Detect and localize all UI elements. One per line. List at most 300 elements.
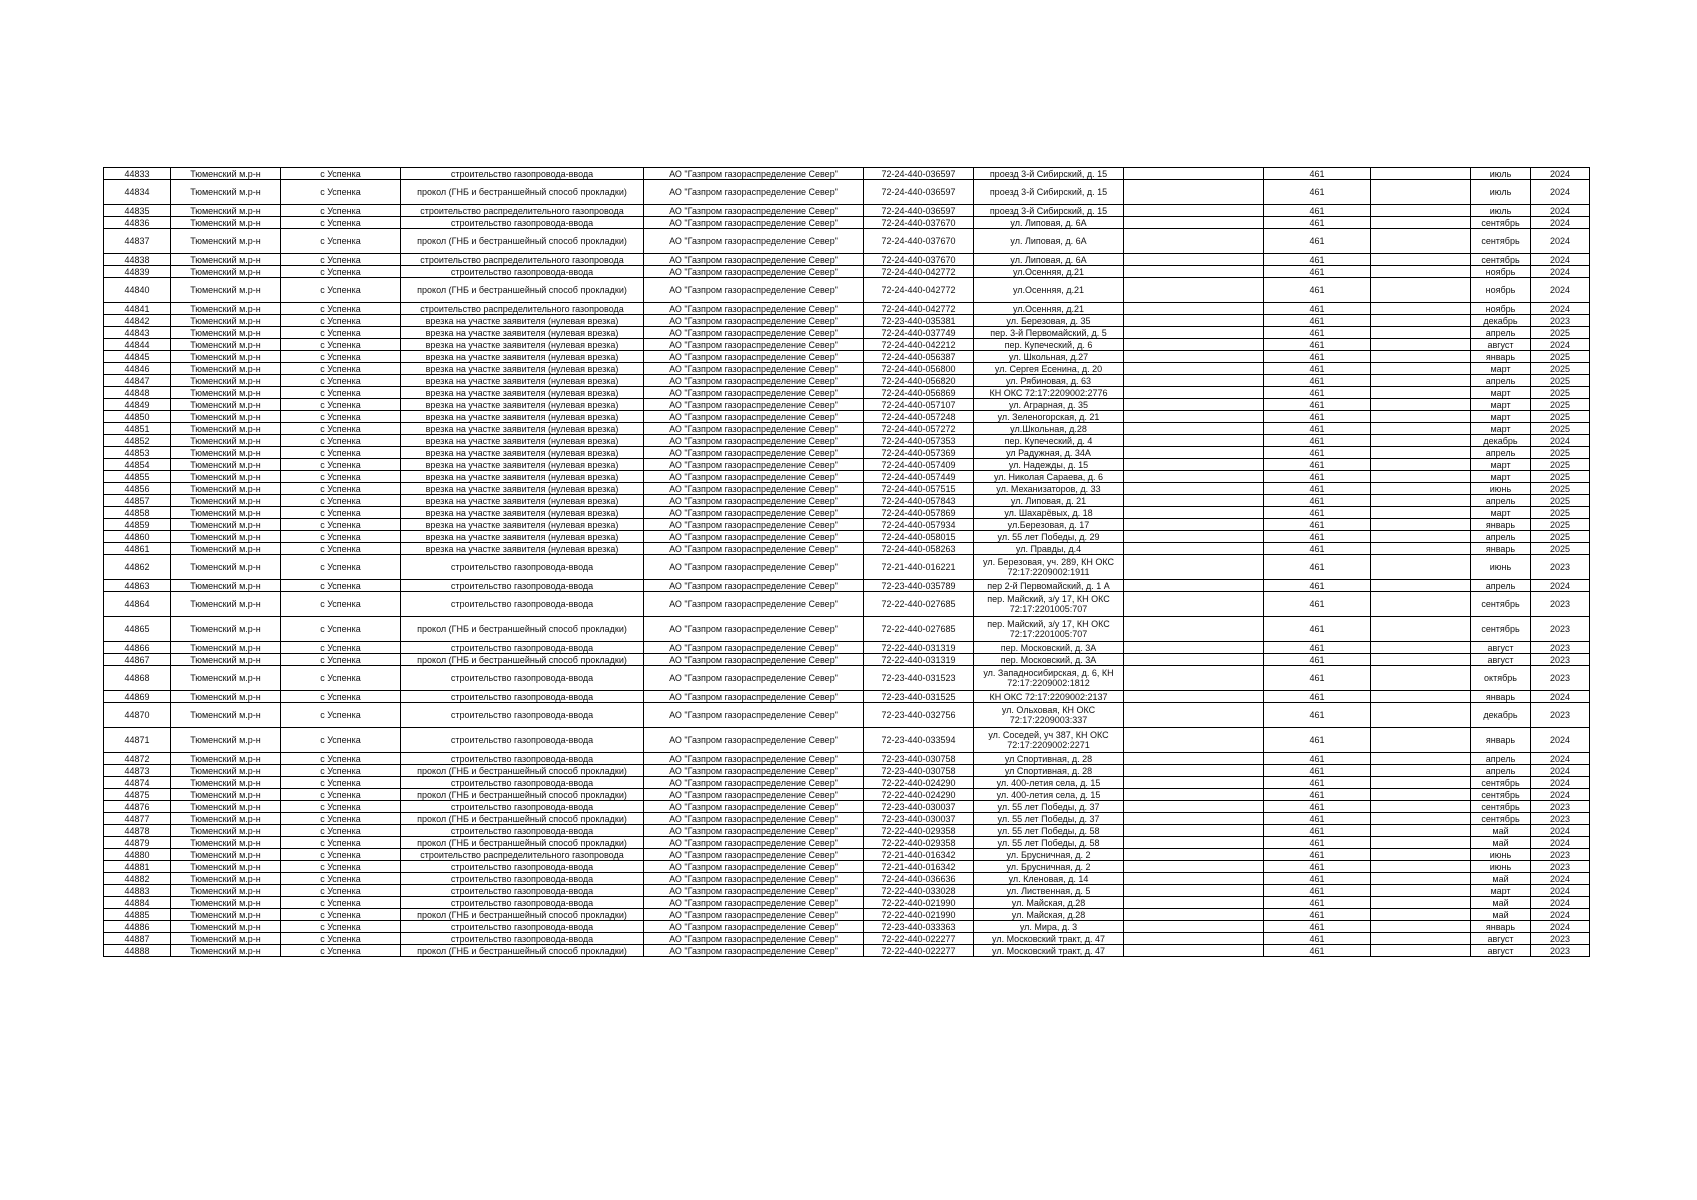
cell-district: Тюменский м.р-н	[171, 703, 281, 728]
cell-org: АО "Газпром газораспределение Север"	[644, 168, 864, 180]
cell-month: май	[1471, 825, 1531, 837]
cell-settlement: с Успенка	[281, 483, 401, 495]
cell-district: Тюменский м.р-н	[171, 813, 281, 825]
cell-note2	[1371, 531, 1471, 543]
cell-month: август	[1471, 945, 1531, 957]
cell-year: 2023	[1531, 666, 1590, 691]
cell-work: строительство газопровода-ввода	[401, 777, 644, 789]
cell-settlement: с Успенка	[281, 519, 401, 531]
cell-request: 72-23-440-035789	[864, 580, 974, 592]
cell-id: 44887	[104, 933, 171, 945]
cell-month: март	[1471, 423, 1531, 435]
cell-id: 44839	[104, 266, 171, 278]
table-row	[104, 885, 1590, 897]
cell-id: 44870	[104, 703, 171, 728]
cell-district: Тюменский м.р-н	[171, 459, 281, 471]
cell-district: Тюменский м.р-н	[171, 909, 281, 921]
cell-note2	[1371, 666, 1471, 691]
cell-code: 461	[1264, 254, 1371, 266]
cell-note	[1124, 339, 1264, 351]
cell-note2	[1371, 933, 1471, 945]
cell-address: ул. Аграрная, д. 35	[974, 399, 1124, 411]
cell-month: май	[1471, 873, 1531, 885]
table-row	[104, 777, 1590, 789]
cell-code: 461	[1264, 933, 1371, 945]
cell-work: строительство газопровода-ввода	[401, 801, 644, 813]
table-row	[104, 229, 1590, 254]
cell-code: 461	[1264, 666, 1371, 691]
cell-month: январь	[1471, 543, 1531, 555]
cell-note2	[1371, 363, 1471, 375]
cell-settlement: с Успенка	[281, 423, 401, 435]
cell-request: 72-22-440-029358	[864, 825, 974, 837]
cell-district: Тюменский м.р-н	[171, 254, 281, 266]
cell-work: врезка на участке заявителя (нулевая врезка)	[401, 315, 644, 327]
table-row	[104, 399, 1590, 411]
cell-id: 44868	[104, 666, 171, 691]
cell-month: март	[1471, 387, 1531, 399]
cell-note2	[1371, 753, 1471, 765]
cell-org: АО "Газпром газораспределение Север"	[644, 411, 864, 423]
cell-code: 461	[1264, 180, 1371, 205]
cell-id: 44862	[104, 555, 171, 580]
cell-year: 2025	[1531, 375, 1590, 387]
cell-id: 44877	[104, 813, 171, 825]
cell-month: март	[1471, 507, 1531, 519]
cell-month: март	[1471, 885, 1531, 897]
cell-settlement: с Успенка	[281, 303, 401, 315]
cell-address: проезд 3-й Сибирский, д. 15	[974, 205, 1124, 217]
cell-org: АО "Газпром газораспределение Север"	[644, 375, 864, 387]
cell-work: строительство газопровода-ввода	[401, 703, 644, 728]
cell-address: ул. Шахарёвых, д. 18	[974, 507, 1124, 519]
cell-code: 461	[1264, 339, 1371, 351]
cell-note	[1124, 519, 1264, 531]
cell-district: Тюменский м.р-н	[171, 495, 281, 507]
cell-work: строительство газопровода-ввода	[401, 642, 644, 654]
cell-org: АО "Газпром газораспределение Север"	[644, 495, 864, 507]
cell-address: пер 2-й Первомайский, д. 1 А	[974, 580, 1124, 592]
cell-district: Тюменский м.р-н	[171, 507, 281, 519]
cell-code: 461	[1264, 217, 1371, 229]
cell-work: строительство газопровода-ввода	[401, 555, 644, 580]
cell-settlement: с Успенка	[281, 266, 401, 278]
cell-note2	[1371, 837, 1471, 849]
cell-year: 2023	[1531, 945, 1590, 957]
table-row	[104, 813, 1590, 825]
cell-address: ул. Механизаторов, д. 33	[974, 483, 1124, 495]
cell-month: июнь	[1471, 849, 1531, 861]
cell-month: январь	[1471, 921, 1531, 933]
cell-org: АО "Газпром газораспределение Север"	[644, 921, 864, 933]
cell-request: 72-22-440-022277	[864, 933, 974, 945]
cell-code: 461	[1264, 728, 1371, 753]
cell-address: ул. 400-летия села, д. 15	[974, 777, 1124, 789]
cell-request: 72-22-440-031319	[864, 654, 974, 666]
cell-address: ул Спортивная, д. 28	[974, 765, 1124, 777]
cell-id: 44838	[104, 254, 171, 266]
cell-org: АО "Газпром газораспределение Север"	[644, 753, 864, 765]
cell-request: 72-24-440-058015	[864, 531, 974, 543]
cell-id: 44871	[104, 728, 171, 753]
cell-code: 461	[1264, 813, 1371, 825]
cell-note2	[1371, 483, 1471, 495]
cell-district: Тюменский м.р-н	[171, 327, 281, 339]
cell-note	[1124, 777, 1264, 789]
cell-settlement: с Успенка	[281, 909, 401, 921]
cell-request: 72-24-440-056387	[864, 351, 974, 363]
cell-note	[1124, 580, 1264, 592]
cell-month: август	[1471, 654, 1531, 666]
cell-note	[1124, 703, 1264, 728]
cell-work: прокол (ГНБ и бестраншейный способ прокладки)	[401, 909, 644, 921]
cell-address: ул. Московский тракт, д. 47	[974, 933, 1124, 945]
cell-org: АО "Газпром газораспределение Север"	[644, 861, 864, 873]
cell-month: август	[1471, 642, 1531, 654]
cell-request: 72-21-440-016221	[864, 555, 974, 580]
cell-address: ул. 55 лет Победы, д. 37	[974, 801, 1124, 813]
cell-settlement: с Успенка	[281, 217, 401, 229]
cell-request: 72-22-440-021990	[864, 897, 974, 909]
cell-address: ул. Ольховая, КН ОКС 72:17:2209003:337	[974, 703, 1124, 728]
cell-request: 72-21-440-016342	[864, 849, 974, 861]
cell-settlement: с Успенка	[281, 849, 401, 861]
cell-note	[1124, 351, 1264, 363]
cell-settlement: с Успенка	[281, 861, 401, 873]
cell-id: 44881	[104, 861, 171, 873]
cell-note2	[1371, 229, 1471, 254]
cell-request: 72-22-440-031319	[864, 642, 974, 654]
cell-org: АО "Газпром газораспределение Север"	[644, 327, 864, 339]
cell-settlement: с Успенка	[281, 592, 401, 617]
cell-note2	[1371, 592, 1471, 617]
table-row	[104, 873, 1590, 885]
cell-note	[1124, 921, 1264, 933]
table-row	[104, 897, 1590, 909]
cell-code: 461	[1264, 266, 1371, 278]
cell-year: 2024	[1531, 837, 1590, 849]
cell-request: 72-24-440-042212	[864, 339, 974, 351]
cell-address: ул. Сергея Есенина, д. 20	[974, 363, 1124, 375]
cell-address: ул. Брусничная, д. 2	[974, 861, 1124, 873]
cell-year: 2023	[1531, 592, 1590, 617]
cell-district: Тюменский м.р-н	[171, 339, 281, 351]
cell-note	[1124, 728, 1264, 753]
cell-district: Тюменский м.р-н	[171, 303, 281, 315]
cell-address: ул. Лиственная, д. 5	[974, 885, 1124, 897]
cell-request: 72-24-440-057369	[864, 447, 974, 459]
cell-note2	[1371, 375, 1471, 387]
cell-id: 44858	[104, 507, 171, 519]
cell-settlement: с Успенка	[281, 617, 401, 642]
cell-note	[1124, 423, 1264, 435]
cell-address: ул. Соседей, уч 387, КН ОКС 72:17:2209002:2271	[974, 728, 1124, 753]
cell-request: 72-24-440-036636	[864, 873, 974, 885]
cell-year: 2023	[1531, 933, 1590, 945]
cell-code: 461	[1264, 168, 1371, 180]
table-row	[104, 507, 1590, 519]
cell-settlement: с Успенка	[281, 825, 401, 837]
cell-code: 461	[1264, 303, 1371, 315]
cell-district: Тюменский м.р-н	[171, 483, 281, 495]
cell-id: 44884	[104, 897, 171, 909]
cell-address: ул. Майская, д.28	[974, 897, 1124, 909]
cell-settlement: с Успенка	[281, 495, 401, 507]
cell-note2	[1371, 459, 1471, 471]
cell-work: прокол (ГНБ и бестраншейный способ прокладки)	[401, 789, 644, 801]
cell-month: март	[1471, 363, 1531, 375]
table-row	[104, 765, 1590, 777]
table-row	[104, 423, 1590, 435]
cell-code: 461	[1264, 837, 1371, 849]
cell-month: май	[1471, 909, 1531, 921]
cell-note	[1124, 909, 1264, 921]
cell-address: КН ОКС 72:17:2209002:2776	[974, 387, 1124, 399]
cell-code: 461	[1264, 617, 1371, 642]
table-row	[104, 519, 1590, 531]
cell-address: ул. 55 лет Победы, д. 37	[974, 813, 1124, 825]
cell-address: ул. Кленовая, д. 14	[974, 873, 1124, 885]
cell-year: 2025	[1531, 459, 1590, 471]
cell-year: 2024	[1531, 921, 1590, 933]
cell-settlement: с Успенка	[281, 254, 401, 266]
cell-month: октябрь	[1471, 666, 1531, 691]
cell-work: прокол (ГНБ и бестраншейный способ прокладки)	[401, 654, 644, 666]
cell-code: 461	[1264, 909, 1371, 921]
cell-id: 44851	[104, 423, 171, 435]
cell-year: 2024	[1531, 897, 1590, 909]
cell-address: ул. Правды, д.4	[974, 543, 1124, 555]
cell-work: прокол (ГНБ и бестраншейный способ прокладки)	[401, 229, 644, 254]
cell-note	[1124, 849, 1264, 861]
cell-work: строительство газопровода-ввода	[401, 691, 644, 703]
cell-note	[1124, 471, 1264, 483]
cell-month: апрель	[1471, 447, 1531, 459]
cell-request: 72-24-440-042772	[864, 266, 974, 278]
cell-code: 461	[1264, 873, 1371, 885]
cell-note	[1124, 531, 1264, 543]
cell-code: 461	[1264, 753, 1371, 765]
cell-address: ул.Осенняя, д.21	[974, 278, 1124, 303]
cell-settlement: с Успенка	[281, 507, 401, 519]
cell-org: АО "Газпром газораспределение Север"	[644, 507, 864, 519]
cell-month: август	[1471, 339, 1531, 351]
cell-year: 2024	[1531, 254, 1590, 266]
cell-note2	[1371, 315, 1471, 327]
cell-year: 2023	[1531, 849, 1590, 861]
table-row	[104, 351, 1590, 363]
cell-id: 44859	[104, 519, 171, 531]
cell-settlement: с Успенка	[281, 801, 401, 813]
cell-note2	[1371, 801, 1471, 813]
cell-work: прокол (ГНБ и бестраншейный способ прокладки)	[401, 617, 644, 642]
cell-settlement: с Успенка	[281, 933, 401, 945]
cell-month: июль	[1471, 168, 1531, 180]
table-row	[104, 543, 1590, 555]
cell-request: 72-23-440-035381	[864, 315, 974, 327]
cell-id: 44843	[104, 327, 171, 339]
table-row	[104, 375, 1590, 387]
cell-org: АО "Газпром газораспределение Север"	[644, 642, 864, 654]
cell-request: 72-24-440-037749	[864, 327, 974, 339]
cell-month: сентябрь	[1471, 777, 1531, 789]
cell-district: Тюменский м.р-н	[171, 229, 281, 254]
cell-note	[1124, 447, 1264, 459]
table-row	[104, 471, 1590, 483]
cell-org: АО "Газпром газораспределение Север"	[644, 423, 864, 435]
cell-id: 44878	[104, 825, 171, 837]
table-row	[104, 666, 1590, 691]
cell-note2	[1371, 642, 1471, 654]
cell-note2	[1371, 777, 1471, 789]
cell-request: 72-24-440-057449	[864, 471, 974, 483]
cell-district: Тюменский м.р-н	[171, 921, 281, 933]
cell-address: ул. Школьная, д.27	[974, 351, 1124, 363]
cell-settlement: с Успенка	[281, 278, 401, 303]
cell-org: АО "Газпром газораспределение Север"	[644, 447, 864, 459]
cell-note	[1124, 873, 1264, 885]
cell-settlement: с Успенка	[281, 765, 401, 777]
cell-work: строительство распределительного газопровода	[401, 849, 644, 861]
cell-id: 44847	[104, 375, 171, 387]
cell-id: 44864	[104, 592, 171, 617]
cell-district: Тюменский м.р-н	[171, 789, 281, 801]
cell-district: Тюменский м.р-н	[171, 861, 281, 873]
cell-month: ноябрь	[1471, 278, 1531, 303]
cell-request: 72-22-440-024290	[864, 777, 974, 789]
cell-note	[1124, 617, 1264, 642]
table-row	[104, 411, 1590, 423]
cell-work: врезка на участке заявителя (нулевая врезка)	[401, 471, 644, 483]
cell-settlement: с Успенка	[281, 339, 401, 351]
cell-code: 461	[1264, 205, 1371, 217]
cell-settlement: с Успенка	[281, 229, 401, 254]
cell-year: 2024	[1531, 873, 1590, 885]
cell-work: врезка на участке заявителя (нулевая врезка)	[401, 519, 644, 531]
cell-address: ул. 400-летия села, д. 15	[974, 789, 1124, 801]
cell-code: 461	[1264, 691, 1371, 703]
cell-code: 461	[1264, 375, 1371, 387]
cell-note2	[1371, 728, 1471, 753]
cell-note	[1124, 399, 1264, 411]
cell-request: 72-24-440-042772	[864, 278, 974, 303]
cell-note	[1124, 217, 1264, 229]
cell-note	[1124, 825, 1264, 837]
cell-settlement: с Успенка	[281, 180, 401, 205]
cell-request: 72-24-440-058263	[864, 543, 974, 555]
table-row	[104, 447, 1590, 459]
cell-request: 72-24-440-037670	[864, 217, 974, 229]
cell-settlement: с Успенка	[281, 351, 401, 363]
cell-work: врезка на участке заявителя (нулевая врезка)	[401, 507, 644, 519]
cell-address: ул. 55 лет Победы, д. 58	[974, 837, 1124, 849]
registry-table	[103, 167, 1590, 957]
cell-district: Тюменский м.р-н	[171, 885, 281, 897]
cell-org: АО "Газпром газораспределение Север"	[644, 777, 864, 789]
cell-request: 72-22-440-022277	[864, 945, 974, 957]
cell-request: 72-22-440-027685	[864, 617, 974, 642]
cell-id: 44844	[104, 339, 171, 351]
cell-note	[1124, 229, 1264, 254]
cell-code: 461	[1264, 921, 1371, 933]
cell-district: Тюменский м.р-н	[171, 315, 281, 327]
table-row	[104, 825, 1590, 837]
cell-note	[1124, 278, 1264, 303]
cell-year: 2024	[1531, 168, 1590, 180]
cell-month: апрель	[1471, 765, 1531, 777]
cell-settlement: с Успенка	[281, 753, 401, 765]
cell-note	[1124, 495, 1264, 507]
table-row	[104, 266, 1590, 278]
cell-code: 461	[1264, 411, 1371, 423]
cell-note	[1124, 315, 1264, 327]
cell-request: 72-22-440-027685	[864, 592, 974, 617]
cell-settlement: с Успенка	[281, 813, 401, 825]
cell-work: строительство газопровода-ввода	[401, 168, 644, 180]
cell-note	[1124, 753, 1264, 765]
cell-address: КН ОКС 72:17:2209002:2137	[974, 691, 1124, 703]
cell-note	[1124, 765, 1264, 777]
cell-code: 461	[1264, 849, 1371, 861]
cell-settlement: с Успенка	[281, 642, 401, 654]
cell-settlement: с Успенка	[281, 789, 401, 801]
cell-code: 461	[1264, 471, 1371, 483]
cell-month: январь	[1471, 691, 1531, 703]
cell-settlement: с Успенка	[281, 363, 401, 375]
cell-id: 44886	[104, 921, 171, 933]
cell-note2	[1371, 447, 1471, 459]
cell-request: 72-24-440-057353	[864, 435, 974, 447]
cell-district: Тюменский м.р-н	[171, 837, 281, 849]
cell-settlement: с Успенка	[281, 654, 401, 666]
cell-work: строительство газопровода-ввода	[401, 873, 644, 885]
table-row	[104, 691, 1590, 703]
cell-code: 461	[1264, 801, 1371, 813]
cell-year: 2024	[1531, 691, 1590, 703]
table-row	[104, 483, 1590, 495]
cell-work: врезка на участке заявителя (нулевая врезка)	[401, 351, 644, 363]
cell-district: Тюменский м.р-н	[171, 399, 281, 411]
cell-year: 2025	[1531, 387, 1590, 399]
cell-id: 44833	[104, 168, 171, 180]
cell-settlement: с Успенка	[281, 945, 401, 957]
cell-note	[1124, 435, 1264, 447]
cell-month: сентябрь	[1471, 217, 1531, 229]
cell-org: АО "Газпром газораспределение Север"	[644, 728, 864, 753]
cell-org: АО "Газпром газораспределение Север"	[644, 483, 864, 495]
cell-settlement: с Успенка	[281, 873, 401, 885]
cell-note2	[1371, 495, 1471, 507]
cell-id: 44852	[104, 435, 171, 447]
cell-note2	[1371, 435, 1471, 447]
cell-note2	[1371, 861, 1471, 873]
cell-org: АО "Газпром газораспределение Север"	[644, 351, 864, 363]
cell-address: ул. Надежды, д. 15	[974, 459, 1124, 471]
cell-org: АО "Газпром газораспределение Север"	[644, 789, 864, 801]
cell-work: врезка на участке заявителя (нулевая врезка)	[401, 531, 644, 543]
cell-settlement: с Успенка	[281, 399, 401, 411]
cell-year: 2023	[1531, 617, 1590, 642]
cell-id: 44841	[104, 303, 171, 315]
cell-month: ноябрь	[1471, 266, 1531, 278]
cell-year: 2024	[1531, 789, 1590, 801]
cell-org: АО "Газпром газораспределение Север"	[644, 180, 864, 205]
cell-district: Тюменский м.р-н	[171, 765, 281, 777]
table-row	[104, 327, 1590, 339]
cell-org: АО "Газпром газораспределение Север"	[644, 813, 864, 825]
cell-note	[1124, 813, 1264, 825]
table-row	[104, 849, 1590, 861]
